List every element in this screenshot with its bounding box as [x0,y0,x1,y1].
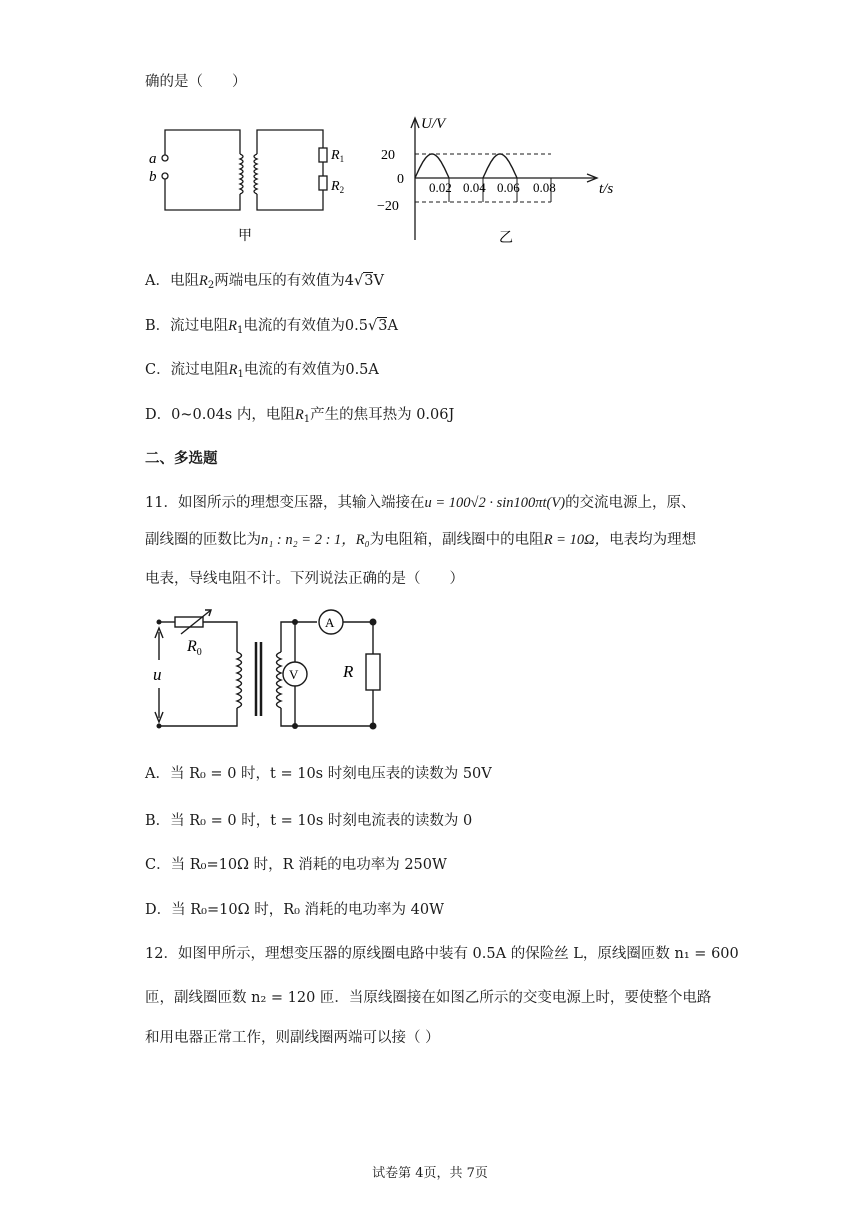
x-tick-004: 0.04 [463,180,486,195]
x-axis-label: t/s [599,181,614,197]
figure-jia-transformer [145,118,370,248]
option-d: D．0~0.04s 内，电阻$R_1$产生的焦耳热为 0.06J [145,407,455,425]
r-label: R [343,662,354,681]
y-tick-0: 0 [397,172,404,187]
q11-option-c: C．当 R₀=10Ω 时，R 消耗的电功率为 250W [145,857,447,873]
voltmeter-label: V [289,667,299,682]
x-tick-006: 0.06 [497,180,520,195]
figure-jia-caption: 甲 [238,229,252,244]
q12-line-3: 和用电器正常工作，则副线圈两端可以接（ ） [145,1030,440,1046]
section-heading: 二、多选题 [145,450,218,467]
waveform-hump-1 [415,154,449,178]
terminal-b-label: b [149,169,157,185]
ammeter-label: A [325,615,335,630]
y-axis-label: U/V [421,116,446,132]
u-label: u [153,665,162,684]
r1-label: $R_1$ [331,148,345,164]
page-footer: 试卷第 4页，共 7页 [372,1166,488,1181]
q11-line-1: 11．如图所示的理想变压器，其输入端接在u = 100√2 · sin100πt(V)的交流电源上，原、 [145,495,696,511]
figure-yi-waveform [375,112,635,248]
option-c: C．流过电阻$R_1$电流的有效值为0.5A [145,362,379,380]
r0-label: $R_0$ [187,638,202,658]
waveform-hump-2 [483,154,517,178]
option-b: B．流过电阻$R_1$电流的有效值为0.5√3A [145,318,398,336]
q11-line-2: 副线圈的匝数比为n₁ : n₂ = 2 : 1，R₀为电阻箱，副线圈中的电阻R = 10Ω，电表均为理想 [145,532,697,548]
terminal-a-label: a [149,151,157,167]
q11-option-d: D．当 R₀=10Ω 时，R₀ 消耗的电功率为 40W [145,902,445,918]
q12-line-1: 12．如图甲所示，理想变压器的原线圈电路中装有 0.5A 的保险丝 L，原线圈匝数 n₁ = 600 [145,946,739,962]
option-a: A．电阻$R_2$两端电压的有效值为4√3V [145,273,384,291]
q12-line-2: 匝，副线圈匝数 n₂ = 120 匝．当原线圈接在如图乙所示的交变电源上时，要使整个电路 [145,990,712,1006]
q11-option-b: B．当 R₀ = 0 时，t = 10s 时刻电流表的读数为 0 [145,813,473,829]
r2-label: $R_2$ [331,179,345,195]
figure-q11-circuit [145,606,390,738]
question-text: 确的是（ ） [145,74,247,90]
x-tick-008: 0.08 [533,180,556,195]
x-tick-002: 0.02 [429,180,452,195]
y-tick-20: 20 [381,148,395,163]
y-tick-neg20: −20 [377,199,399,214]
q11-line-3: 电表，导线电阻不计。下列说法正确的是（ ） [145,571,464,587]
figure-yi-caption: 乙 [499,231,513,246]
q11-option-a: A．当 R₀ = 0 时，t = 10s 时刻电压表的读数为 50V [145,766,492,782]
